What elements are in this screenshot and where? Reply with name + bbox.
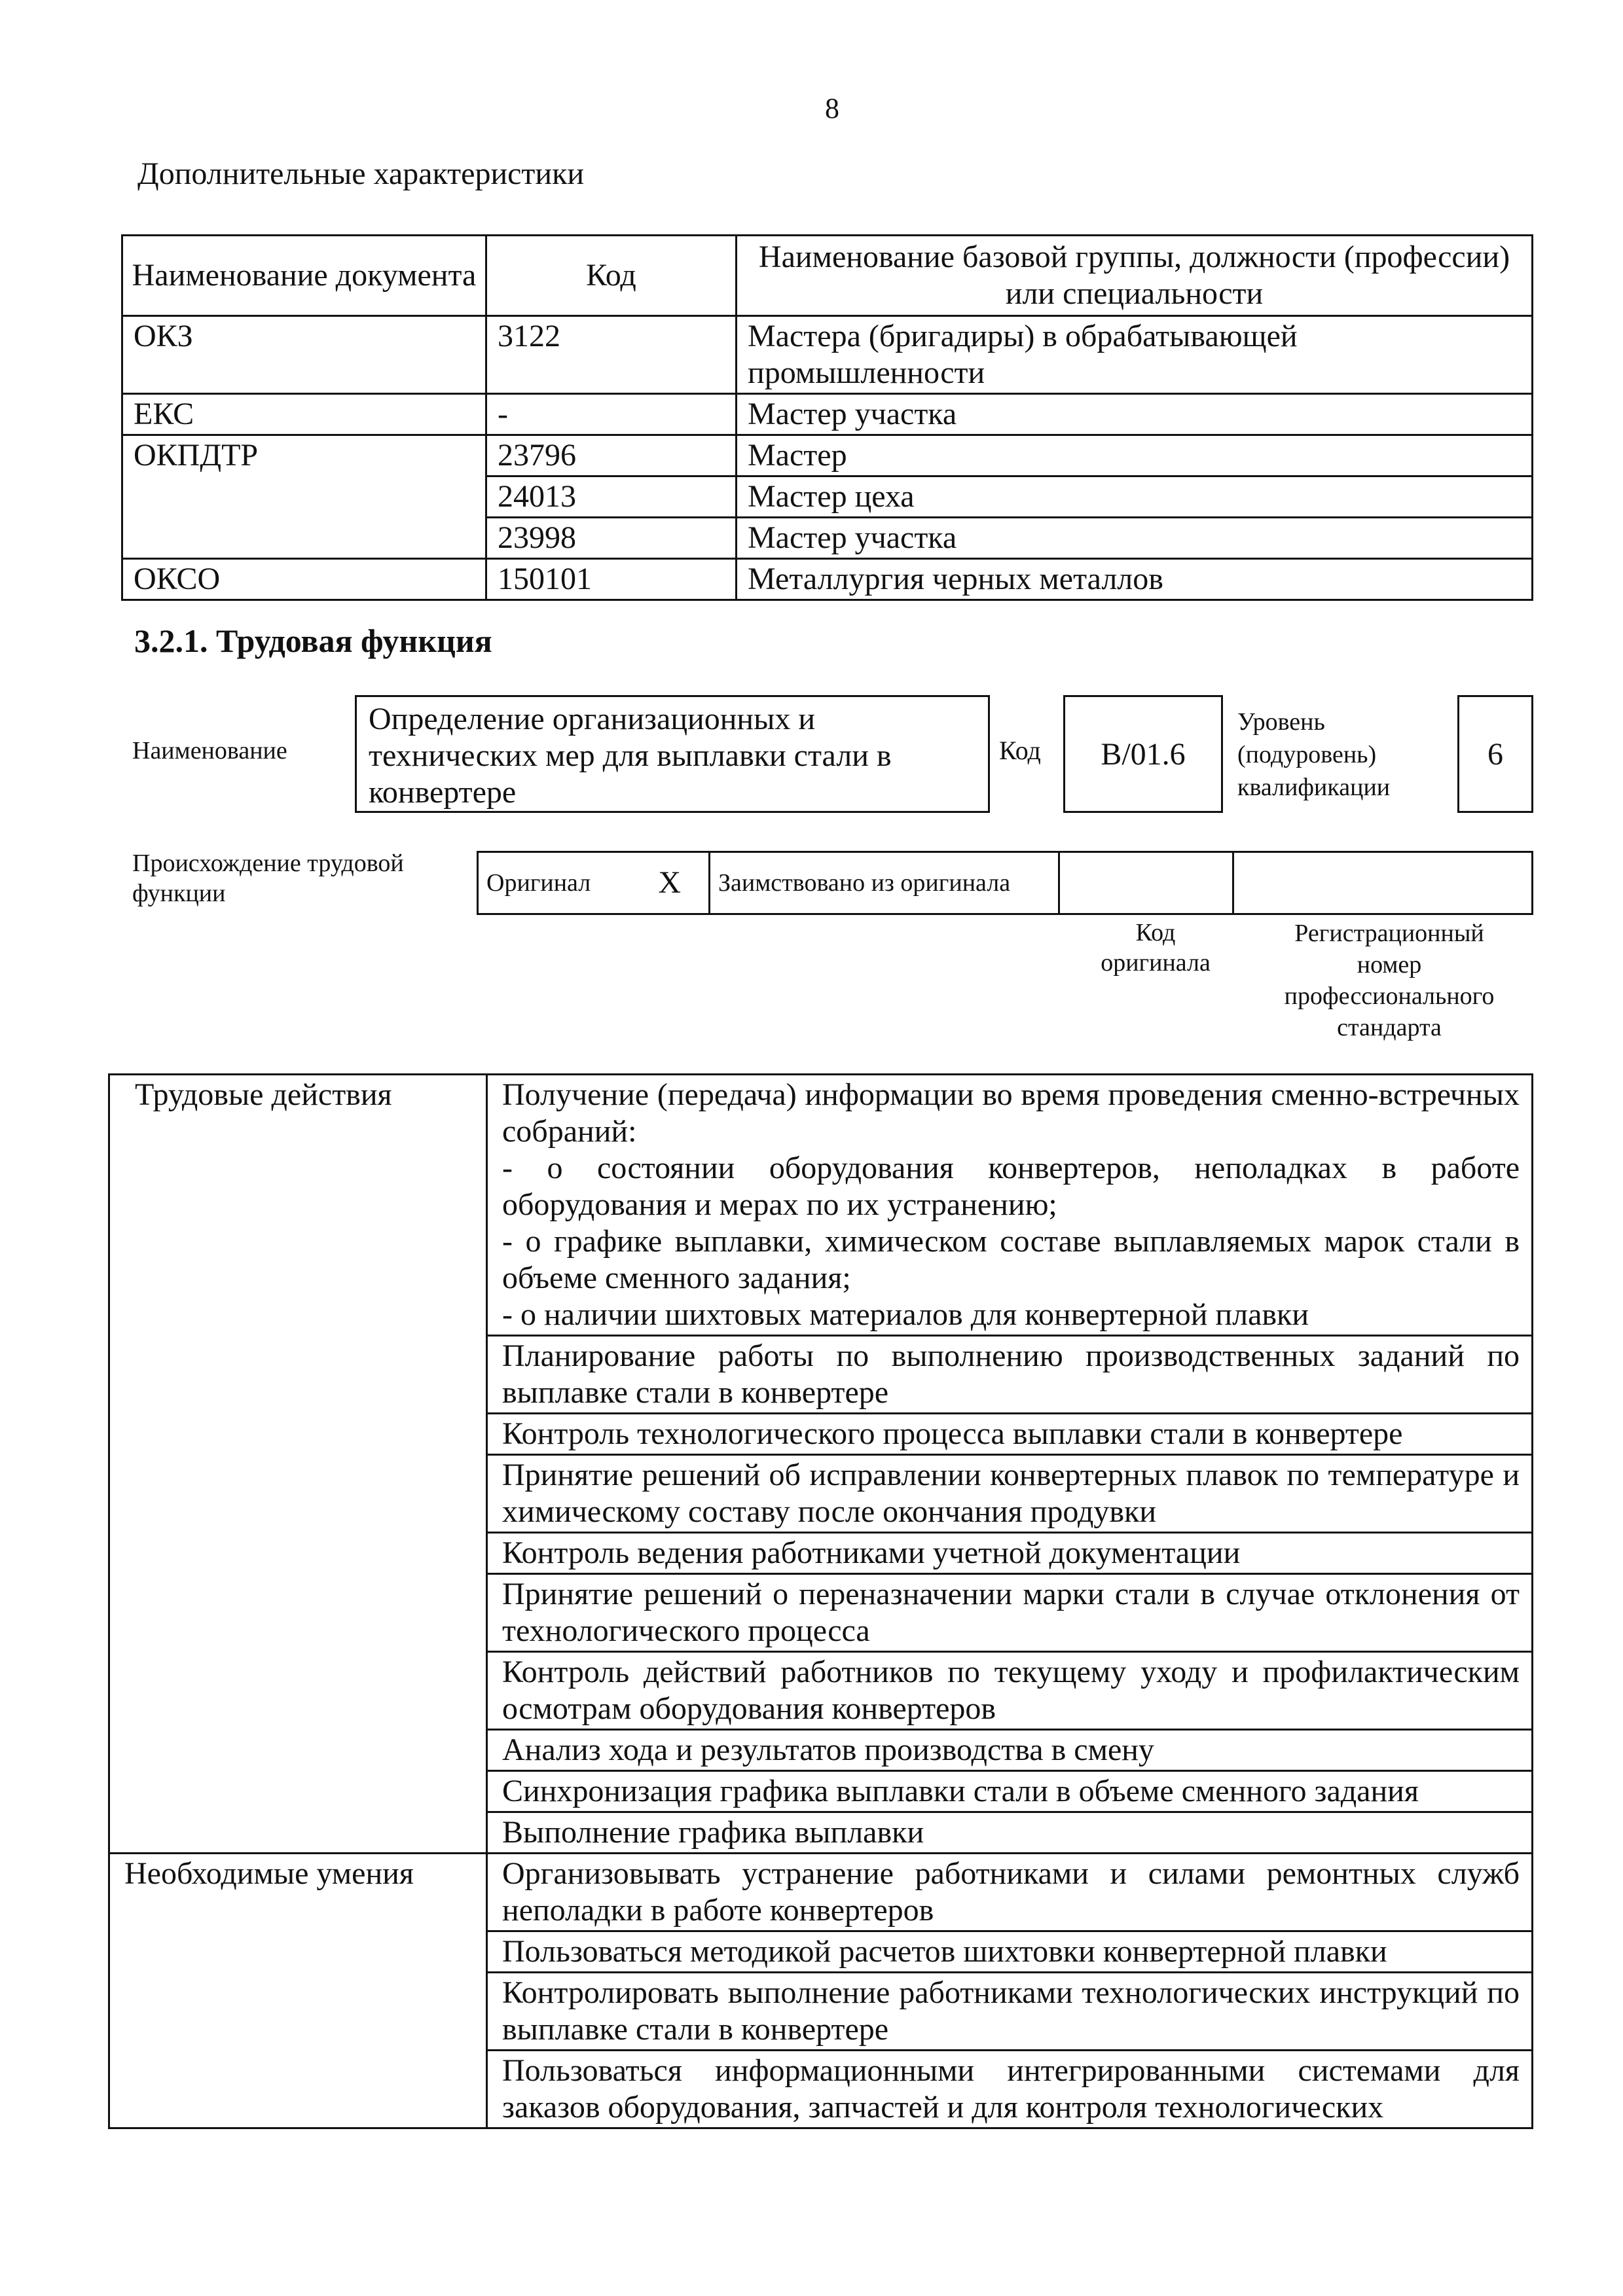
function-code-value: B/01.6: [1063, 695, 1223, 813]
skill-item: Пользоваться методикой расчетов шихтовки конвертерной плавки: [487, 1931, 1533, 1973]
skill-item: Пользоваться информационными интегрированными системами для заказов оборудования, запчастей и для контроля технологических: [487, 2051, 1533, 2128]
labor-action-item: Анализ хода и результатов производства в смену: [487, 1730, 1533, 1771]
original-code-caption: Код оригинала: [1101, 919, 1211, 977]
origin-label: Происхождение трудовой функции: [132, 850, 404, 907]
cell-doc: ОКЗ: [122, 316, 486, 394]
original-label: Оригинал: [478, 852, 631, 914]
skill-item: Организовывать устранение работниками и силами ремонтных служб неполадки в работе конвертеров: [487, 1854, 1533, 1931]
labor-action-item: Контроль технологического процесса выплавки стали в конвертере: [487, 1414, 1533, 1455]
labor-action-item: Контроль ведения работниками учетной документации: [487, 1533, 1533, 1574]
cell-name: Металлургия черных металлов: [737, 559, 1533, 600]
required-skills-label: Необходимые умения: [109, 1854, 487, 2128]
qualification-level-label: Уровень (подуровень) квалификации: [1237, 708, 1391, 801]
table-row: [122, 559, 1533, 600]
cell-name: Мастера (бригадиры) в обрабатывающей промышленности: [737, 316, 1533, 394]
cell-code: -: [486, 394, 737, 435]
labor-action-item: Планирование работы по выполнению производственных заданий по выплавке стали в конвертере: [487, 1336, 1533, 1414]
labor-action-item: Получение (передача) информации во время проведения сменно-встречных собраний: - о состоянии оборудования конвертеров, неполадках в работе оборудования и мерах по их устранению; - о графике выплавки, химическом составе выплавляемых марок стали в объеме сменного задания; - о наличии шихтовых материалов для конвертерной плавки: [487, 1075, 1533, 1336]
table-row: [122, 316, 1533, 394]
borrowed-label: Заимствовано из оригинала: [710, 852, 1059, 914]
cell-name: Мастер участка: [737, 518, 1533, 559]
original-code-cell: [1059, 852, 1233, 914]
header-code: Код: [486, 236, 737, 316]
labor-action-item: Синхронизация графика выплавки стали в объеме сменного задания: [487, 1771, 1533, 1812]
function-code-label: Код: [999, 736, 1041, 765]
labor-actions-label: Трудовые действия: [109, 1075, 487, 1854]
qualification-level-value: 6: [1457, 695, 1533, 813]
cell-name: Мастер цеха: [737, 476, 1533, 518]
table-row: [122, 394, 1533, 435]
characteristics-header-row: [122, 236, 1533, 316]
section-title: 3.2.1. Трудовая функция: [134, 622, 492, 659]
cell-doc: ОКСО: [122, 559, 486, 600]
function-name-label: Наименование: [132, 737, 287, 764]
table-row: [109, 1854, 1533, 1931]
cell-doc: ОКПДТР: [122, 435, 486, 559]
characteristics-table: [121, 234, 1533, 601]
cell-name: Мастер участка: [737, 394, 1533, 435]
cell-name: Мастер: [737, 435, 1533, 476]
header-document: Наименование документа: [122, 236, 486, 316]
skill-item: Контролировать выполнение работниками технологических инструкций по выплавке стали в конвертере: [487, 1973, 1533, 2051]
cell-code: 3122: [486, 316, 737, 394]
cell-code: 23998: [486, 518, 737, 559]
cell-code: 24013: [486, 476, 737, 518]
original-mark: X: [631, 852, 710, 914]
labor-action-item: Контроль действий работников по текущему уходу и профилактическим осмотрам оборудования конвертеров: [487, 1652, 1533, 1730]
cell-code: 150101: [486, 559, 737, 600]
cell-code: 23796: [486, 435, 737, 476]
origin-table: [477, 851, 1533, 915]
labor-action-item: Выполнение графика выплавки: [487, 1812, 1533, 1854]
additional-characteristics-title: Дополнительные характеристики: [137, 156, 585, 191]
function-name-value: Определение организационных и технических мер для выплавки стали в конвертере: [355, 695, 990, 813]
page-number: 8: [825, 92, 839, 124]
actions-skills-table: [108, 1073, 1533, 2129]
labor-action-item: Принятие решений об исправлении конвертерных плавок по температуре и химическому составу после окончания продувки: [487, 1455, 1533, 1533]
registration-number-cell: [1233, 852, 1533, 914]
table-row: [122, 435, 1533, 476]
table-row: [109, 1075, 1533, 1336]
labor-action-item: Принятие решений о переназначении марки стали в случае отклонения от технологического процесса: [487, 1574, 1533, 1652]
registration-number-caption: Регистрационный номер профессионального стандарта: [1284, 920, 1495, 1041]
origin-row: [478, 852, 1533, 914]
header-name: Наименование базовой группы, должности (профессии) или специальности: [737, 236, 1533, 316]
cell-doc: ЕКС: [122, 394, 486, 435]
